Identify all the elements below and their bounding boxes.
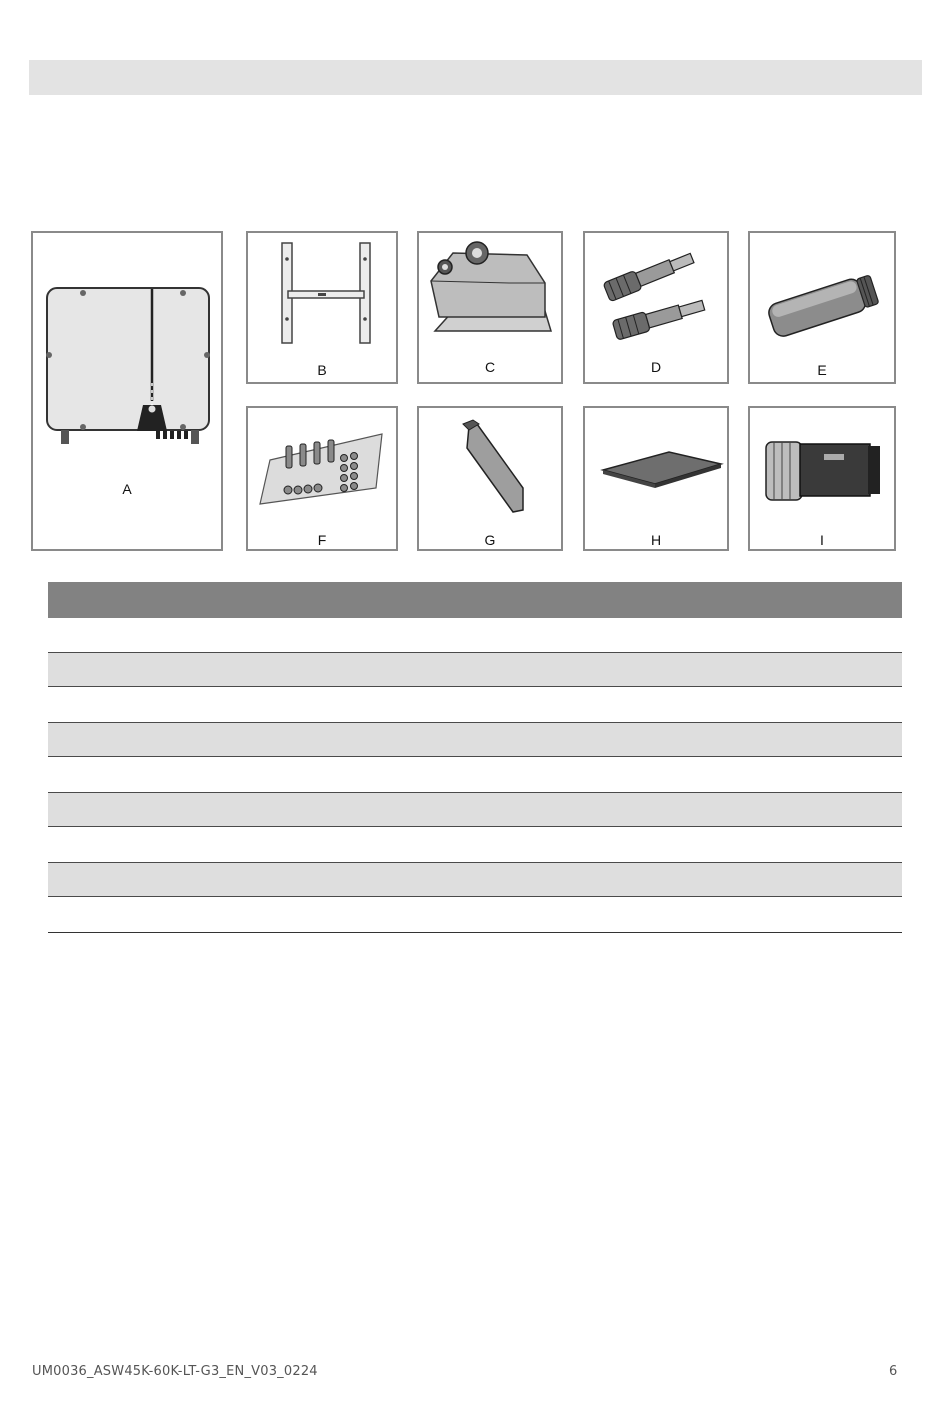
table-row <box>48 687 902 722</box>
package-item-h <box>583 406 729 551</box>
item-label-c: C <box>484 359 496 375</box>
table-row <box>48 827 902 862</box>
item-label-f: F <box>317 532 327 548</box>
package-item-c <box>417 231 563 384</box>
table-row <box>48 792 902 827</box>
screws-kit-icon <box>248 408 396 518</box>
table-row <box>48 652 902 687</box>
item-label-e: E <box>817 362 827 378</box>
document-folder-icon <box>419 408 561 518</box>
cable-gland-icon <box>750 408 894 518</box>
table-bottom-rule <box>48 932 902 933</box>
package-item-g <box>417 406 563 551</box>
item-label-h: H <box>650 532 662 548</box>
item-label-g: G <box>484 532 496 548</box>
manual-booklet-icon <box>585 408 727 518</box>
package-item-e <box>748 231 896 384</box>
package-item-d <box>583 231 729 384</box>
page-number: 6 <box>889 1364 898 1379</box>
package-item-b <box>246 231 398 384</box>
pv-connector-icon <box>585 233 727 348</box>
package-item-i <box>748 406 896 551</box>
item-label-a: A <box>122 481 132 497</box>
table-row <box>48 897 902 932</box>
ac-cover-icon <box>419 233 561 348</box>
item-label-i: I <box>820 532 824 548</box>
table-row <box>48 862 902 897</box>
section-title-bar <box>29 60 922 95</box>
item-label-d: D <box>650 359 662 375</box>
package-item-a <box>31 231 223 551</box>
table-row <box>48 757 902 792</box>
table-row <box>48 722 902 757</box>
package-item-f <box>246 406 398 551</box>
mounting-bracket-icon <box>248 239 396 349</box>
package-table-header <box>48 582 902 618</box>
table-row <box>48 618 902 653</box>
item-label-b: B <box>317 362 327 378</box>
document-id: UM0036_ASW45K-60K-LT-G3_EN_V03_0224 <box>32 1364 318 1379</box>
inverter-icon <box>33 233 221 549</box>
communication-stick-icon <box>750 233 894 348</box>
